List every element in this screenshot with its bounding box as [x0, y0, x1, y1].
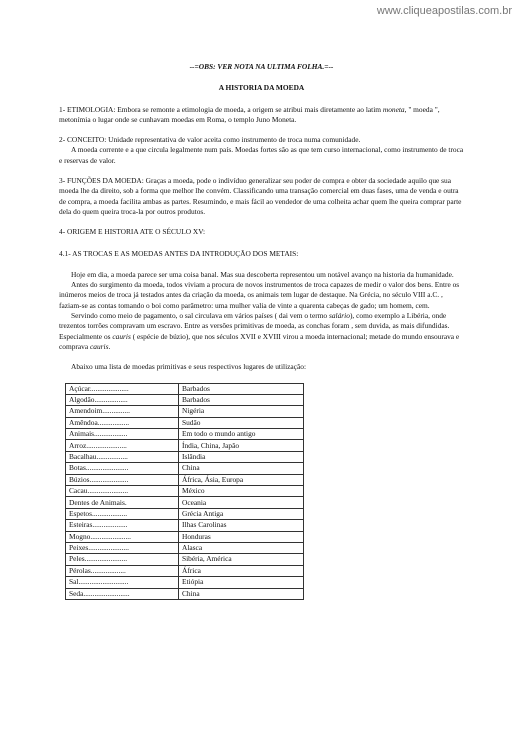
- table-row: [66, 394, 304, 405]
- body-paragraph-3: [59, 311, 464, 352]
- currency-item: Bacalhau.................: [66, 451, 179, 462]
- currency-place: Barbados: [179, 383, 304, 394]
- table-row: [66, 474, 304, 485]
- table-row: [66, 531, 304, 542]
- table-row: [66, 577, 304, 588]
- currency-item: Mogno......................: [66, 531, 179, 542]
- para3-cauris-1: cauris: [112, 331, 131, 341]
- currency-item: Seda.........................: [66, 588, 179, 599]
- table-row: [66, 588, 304, 599]
- currency-place: África, Ásia, Europa: [179, 474, 304, 485]
- currency-item: Animais..................: [66, 429, 179, 440]
- currency-place: Em todo o mundo antigo: [179, 429, 304, 440]
- currency-place: África: [179, 565, 304, 576]
- para3-text-d: .: [108, 341, 111, 351]
- site-watermark: www.cliqueapostilas.com.br: [376, 5, 512, 17]
- currency-place: China: [179, 588, 304, 599]
- currency-item: Dentes de Animais.: [66, 497, 179, 508]
- para3-salario: salário: [328, 311, 350, 321]
- currency-place: Etiópia: [179, 577, 304, 588]
- currency-place: Nigéria: [179, 406, 304, 417]
- document-title: A HISTORIA DA MOEDA: [218, 83, 305, 93]
- currency-item: Amendoim...............: [66, 406, 179, 417]
- table-row: [66, 565, 304, 576]
- table-row: [66, 383, 304, 394]
- funcoes-paragraph: 3- FUNÇÕES DA MOEDA: Graças a moeda, pode o indivíduo generalizar seu poder de compra e obter da sociedade aquilo que sua moeda lhe da direito, sob a forma que melhor lhe convém. Classificando uma transação comercial em duas fases, uma de venda e outra de compra, a moeda facilita ambas as partes. Resumindo, e mais fácil ao vendedor de uma colheita achar quem lhe queira comprar parte dela do quem queira troca-la por outros produtos.: [59, 176, 462, 216]
- currency-item: Botas.......................: [66, 463, 179, 474]
- currency-item: Açúcar.....................: [66, 383, 179, 394]
- currency-item: Peixes......................: [66, 543, 179, 554]
- currency-item: Sal...........................: [66, 577, 179, 588]
- currency-place: Sudão: [179, 417, 304, 428]
- table-row: [66, 429, 304, 440]
- table-row: [66, 463, 304, 474]
- table-row: [66, 440, 304, 451]
- table-row: [66, 406, 304, 417]
- table-intro: Abaixo uma lista de moedas primitivas e seus respectivos lugares de utilização:: [71, 362, 306, 372]
- table-row: [66, 543, 304, 554]
- obs-note: --=OBS: VER NOTA NA ULTIMA FOLHA.=--: [189, 62, 334, 71]
- currency-item: Pérolas...................: [66, 565, 179, 576]
- currency-item: Arroz......................: [66, 440, 179, 451]
- table-row: [66, 417, 304, 428]
- para3-cauris-2: cauris: [89, 341, 109, 351]
- currency-item: Algodão..................: [66, 394, 179, 405]
- primitive-currency-table: [65, 383, 304, 600]
- body-paragraph-2: Antes do surgimento da moeda, todos viviam a procura de novos instrumentos de troca capazes de medir o valor dos bens. Entre os inúmeros meios de troca já testados antes da criação da moeda, os animais tem lugar de destaque. Na Grécia, no século VIII a.C. , faziam-se as contas tomando o boi como parâmetro: uma mulher valia de vinte a quarenta cabeças de gado; um homem, cem.: [59, 280, 460, 310]
- document-page: [59, 62, 464, 600]
- para3-text-c: ( espécie de búzio), que nos séculos XVII e XVIII virou a moeda internacional; metade do mundo ensourava e comprava: [59, 331, 460, 351]
- table-row: [66, 554, 304, 565]
- subsection-heading: 4.1- AS TROCAS E AS MOEDAS ANTES DA INTRODUÇÃO DOS METAIS:: [59, 248, 299, 258]
- currency-place: Oceania: [179, 497, 304, 508]
- conceito-paragraph-2: A moeda corrente e a que circula legalmente num país. Moedas fortes são as que tem curso internacional, como instrumento de troca e reservas de valor.: [59, 145, 464, 165]
- currency-item: Peles.......................: [66, 554, 179, 565]
- etimologia-paragraph: [59, 105, 464, 126]
- currency-place: Sibéria, América: [179, 554, 304, 565]
- currency-item: Amêndoa.................: [66, 417, 179, 428]
- etimologia-text-b: , " moeda ", metonímia o lugar onde se cunhavam moedas em Roma, o templo Juno Moneta.: [59, 104, 440, 124]
- etimologia-moneta: moneta: [382, 104, 405, 114]
- origem-heading: 4- ORIGEM E HISTORIA ATE O SÉCULO XV:: [59, 227, 206, 237]
- currency-item: Búzios.....................: [66, 474, 179, 485]
- currency-place: Alasca: [179, 543, 304, 554]
- table-row: [66, 520, 304, 531]
- currency-place: Grécia Antiga: [179, 508, 304, 519]
- currency-place: Ilhas Carolinas: [179, 520, 304, 531]
- currency-item: Esteiras...................: [66, 520, 179, 531]
- currency-place: China: [179, 463, 304, 474]
- table-row: [66, 451, 304, 462]
- currency-place: Barbados: [179, 394, 304, 405]
- currency-place: Índia, China, Japão: [179, 440, 304, 451]
- etimologia-text-a: 1- ETIMOLOGIA: Embora se remonte a etimologia de moeda, a origem se atribui mais diretamente ao latim: [59, 104, 383, 114]
- currency-place: Honduras: [179, 531, 304, 542]
- currency-item: Espetos...................: [66, 508, 179, 519]
- para3-text-a: Servindo como meio de pagamento, o sal circulava em vários países ( dai vem o termo: [71, 311, 329, 321]
- currency-place: Islândia: [179, 451, 304, 462]
- para3-text-b: ), como exemplo a Libéria, onde trezentos torrões compravam um escravo. Entre as versões primitivas de moeda, as conchas foram , sem duvida, as mais difundidas. Especialmente os: [59, 311, 450, 341]
- table-row: [66, 486, 304, 497]
- table-row: [66, 497, 304, 508]
- body-paragraph-1: Hoje em dia, a moeda parece ser uma coisa banal. Mas sua descoberta representou um notável avanço na historia da humanidade.: [71, 269, 454, 279]
- currency-place: México: [179, 486, 304, 497]
- conceito-paragraph: 2- CONCEITO: Unidade representativa de valor aceita como instrumento de troca numa comunidade.: [59, 135, 361, 145]
- currency-item: Cacau......................: [66, 486, 179, 497]
- table-row: [66, 508, 304, 519]
